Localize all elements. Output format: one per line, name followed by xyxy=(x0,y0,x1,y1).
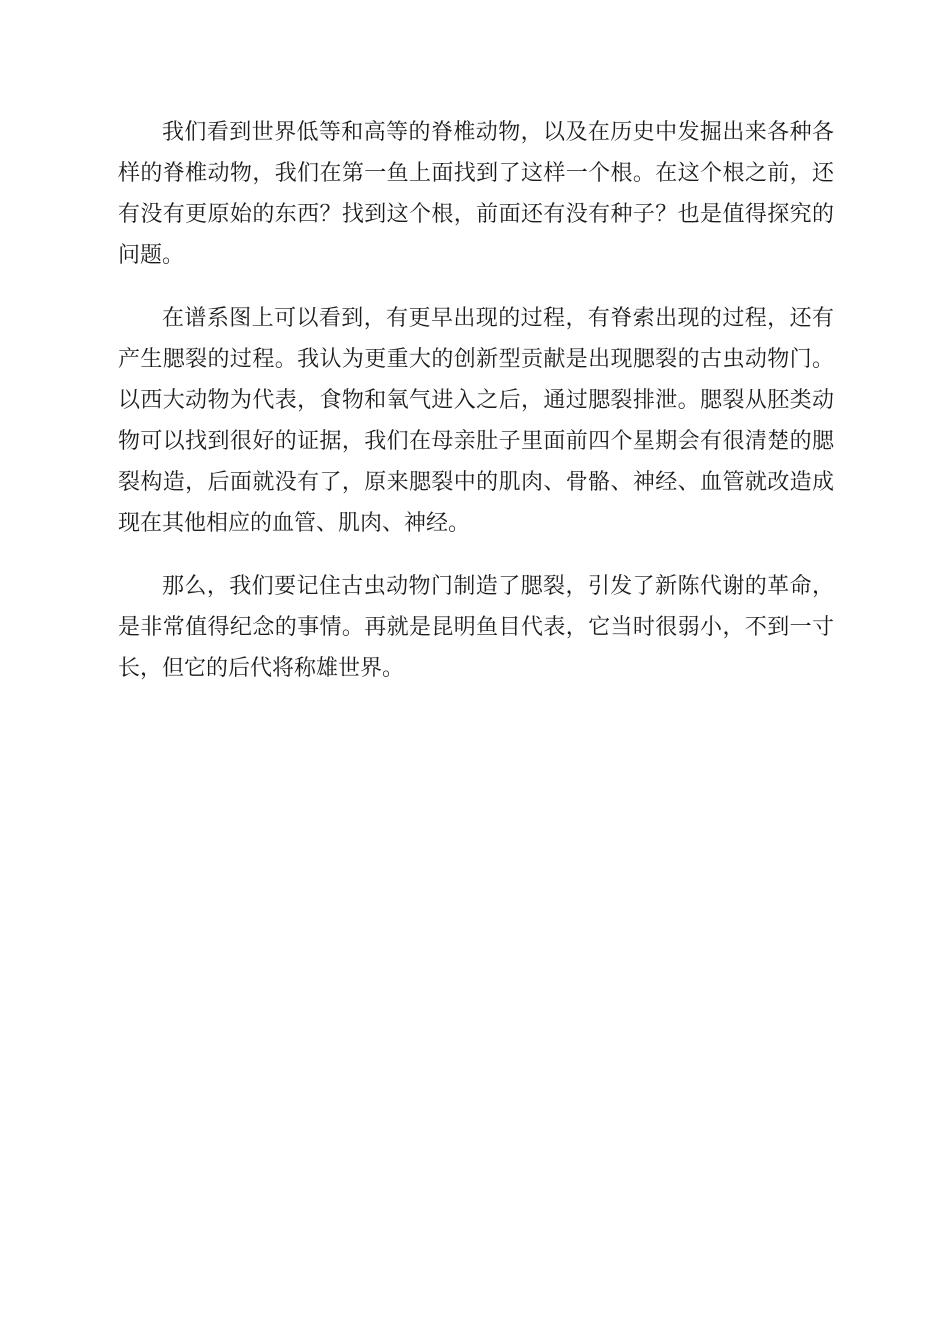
document-body xyxy=(118,112,834,711)
paragraph-3: 那么，我们要记住古虫动物门制造了腮裂，引发了新陈代谢的革命，是非常值得纪念的事情。再就是昆明鱼目代表，它当时很弱小，不到一寸长，但它的后代将称雄世界。 xyxy=(118,574,834,681)
paragraph-2: 在谱系图上可以看到，有更早出现的过程，有脊索出现的过程，还有产生腮裂的过程。我认为更重大的创新型贡献是出现腮裂的古虫动物门。以西大动物为代表，食物和氧气进入之后，通过腮裂排泄。腮裂从胚类动物可以找到很好的证据，我们在母亲肚子里面前四个星期会有很清楚的腮裂构造，后面就没有了，原来腮裂中的肌肉、骨骼、神经、血管就改造成现在其他相应的血管、肌肉、神经。 xyxy=(118,306,834,536)
paragraph-1: 我们看到世界低等和高等的脊椎动物，以及在历史中发掘出来各种各样的脊椎动物，我们在第一鱼上面找到了这样一个根。在这个根之前，还有没有更原始的东西？找到这个根，前面还有没有种子？也是值得探究的问题。 xyxy=(118,120,834,268)
